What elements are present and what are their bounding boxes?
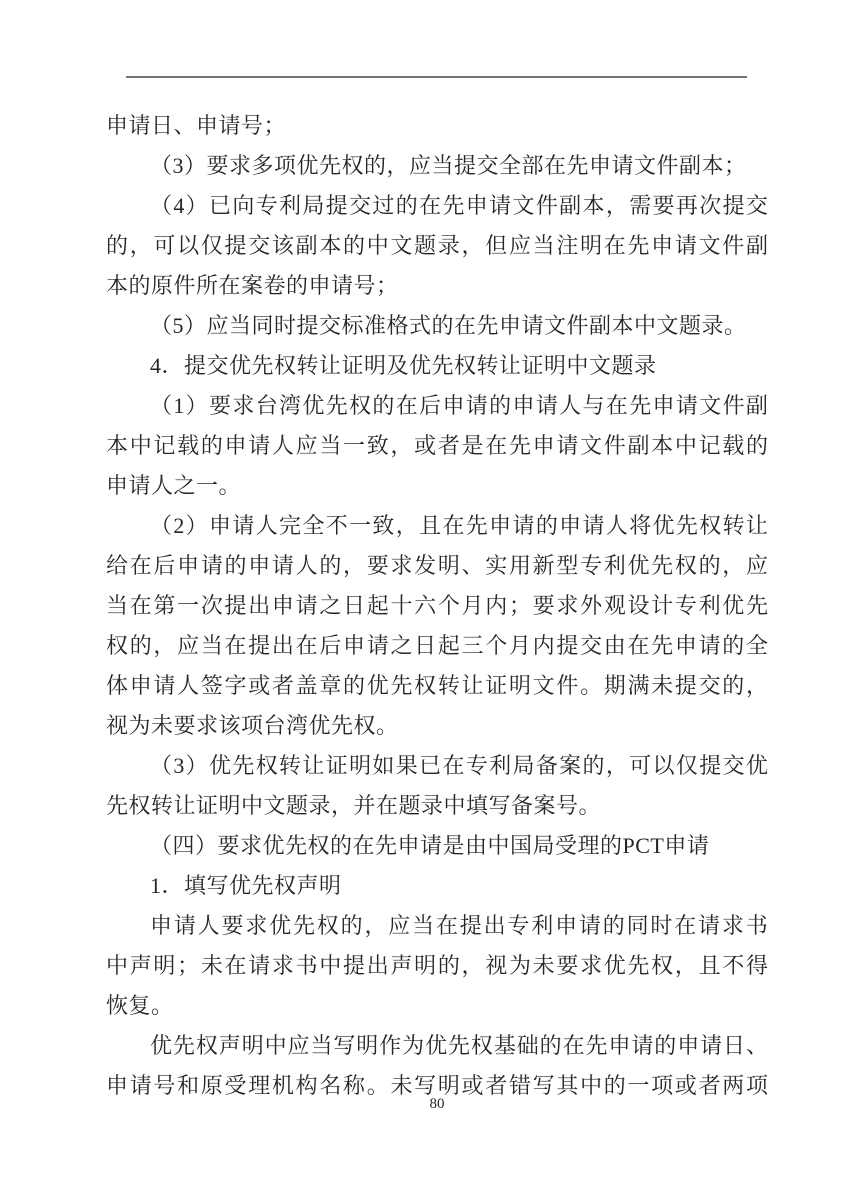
document-body — [106, 106, 768, 1106]
page-number: 80 — [429, 1096, 445, 1112]
text-line: 恢复。 — [106, 993, 174, 1018]
text-line: 申 请 人 要 求 优 先 权 的 ， 应 当 在 提 出 专 利 申 请 的 同 时 在 请 求 书 — [150, 913, 768, 938]
text-line: 1．填写优先权声明 — [150, 873, 342, 898]
text-line: （ 3 ） 优 先 权 转 让 证 明 如 果 已 在 专 利 局 备 案 的 ， 可 以 仅 提 交 优 — [150, 753, 768, 778]
text-line: 先权转让证明中文题录，并在题录中填写备案号。 — [106, 793, 602, 818]
text-line: 申请日、申请号； — [106, 113, 287, 138]
text-line: 视为未要求该项台湾优先权。 — [106, 713, 399, 738]
text-line: 本 中 记 载 的 申 请 人 应 当 一 致 ， 或 者 是 在 先 申 请 文 件 副 本 中 记 载 的 — [106, 433, 768, 458]
text-line: 申 请 号 和 原 受 理 机 构 名 称 。 未 写 明 或 者 错 写 其 中 的 一 项 或 者 两 项 — [106, 1073, 768, 1098]
text-line: 给 在 后 申 请 的 申 请 人 的 ， 要 求 发 明 、 实 用 新 型 专 利 优 先 权 的 ， 应 — [106, 553, 768, 578]
header-divider — [126, 76, 747, 78]
text-line: 申请人之一。 — [106, 473, 242, 498]
text-line: 体 申 请 人 签 字 或 者 盖 章 的 优 先 权 转 让 证 明 文 件 。 期 满 未 提 交 的 ， — [106, 673, 768, 698]
text-line: （ 4 ） 已 向 专 利 局 提 交 过 的 在 先 申 请 文 件 副 本 ， 需 要 再 次 提 交 — [150, 193, 768, 218]
text-line: 中 声 明 ； 未 在 请 求 书 中 提 出 声 明 的 ， 视 为 未 要 求 优 先 权 ， 且 不 得 — [106, 953, 768, 978]
text-line: （3）要求多项优先权的，应当提交全部在先申请文件副本； — [150, 153, 747, 178]
text-line: 权 的 ， 应 当 在 提 出 在 后 申 请 之 日 起 三 个 月 内 提 交 由 在 先 申 请 的 全 — [106, 633, 768, 658]
text-line: 本的原件所在案卷的申请号； — [106, 273, 399, 298]
text-line: （ 1 ） 要 求 台 湾 优 先 权 的 在 后 申 请 的 申 请 人 与 在 先 申 请 文 件 副 — [150, 393, 768, 418]
text-line: （ 2 ） 申 请 人 完 全 不 一 致 ， 且 在 先 申 请 的 申 请 人 将 优 先 权 转 让 — [150, 513, 768, 538]
text-line: （5）应当同时提交标准格式的在先申请文件副本中文题录。 — [150, 313, 747, 338]
text-line: 的 ， 可 以 仅 提 交 该 副 本 的 中 文 题 录 ， 但 应 当 注 明 在 先 申 请 文 件 副 — [106, 233, 768, 258]
text-line: 当 在 第 一 次 提 出 申 请 之 日 起 十 六 个 月 内 ； 要 求 外 观 设 计 专 利 优 先 — [106, 593, 768, 618]
text-line: 优 先 权 声 明 中 应 当 写 明 作 为 优 先 权 基 础 的 在 先 申 请 的 申 请 日 、 — [150, 1033, 768, 1058]
text-line: （四）要求优先权的在先申请是由中国局受理的PCT申请 — [150, 833, 710, 858]
text-line: 4．提交优先权转让证明及优先权转让证明中文题录 — [150, 353, 657, 378]
